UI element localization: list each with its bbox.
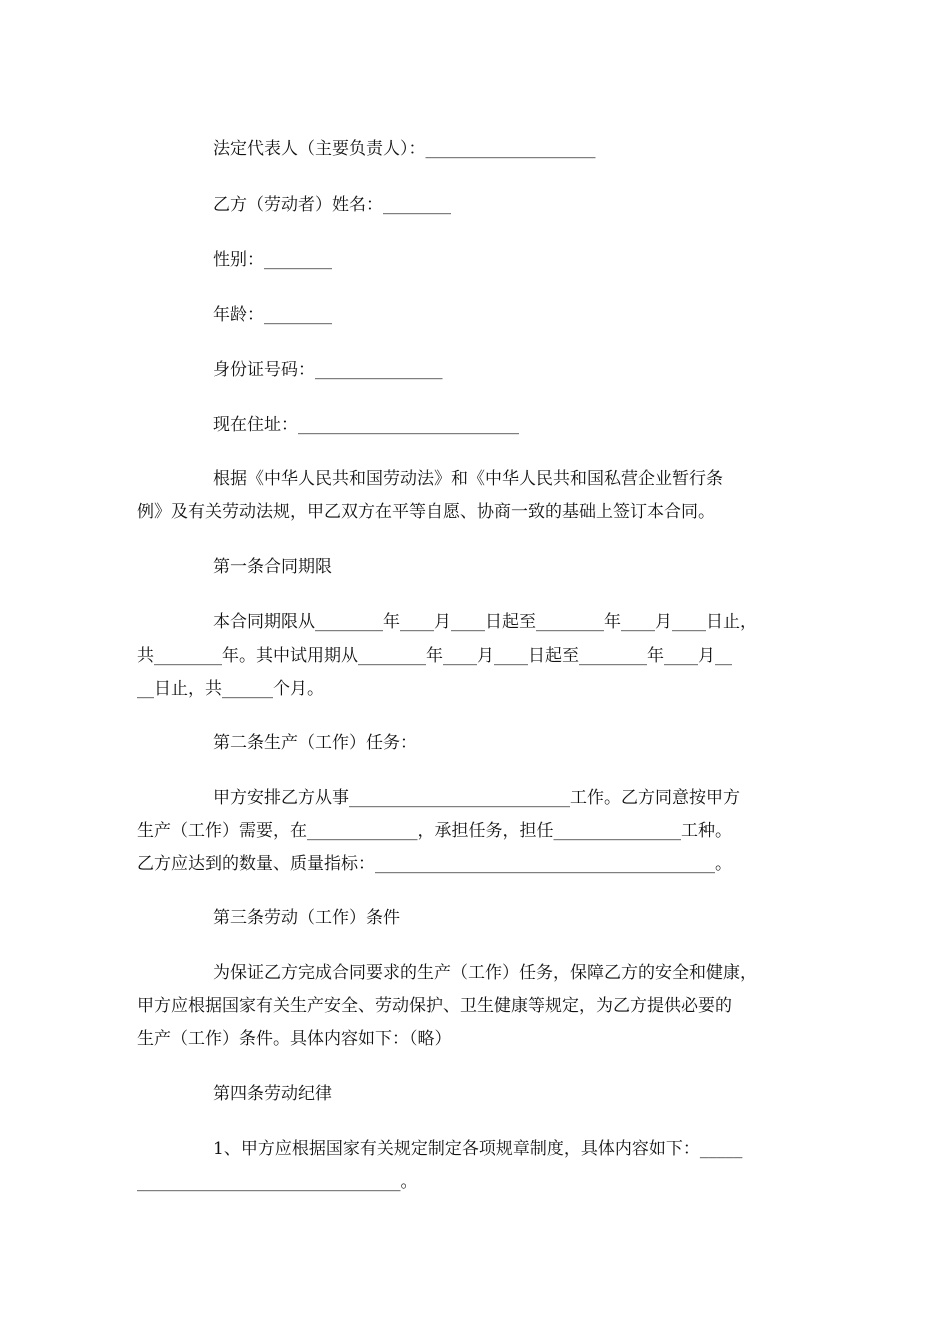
article4-item1-line-1: 1、甲方应根据国家有关规定制定各项规章制度，具体内容如下：_____: [213, 1139, 743, 1159]
article1-line-3: __日止，共______个月。: [137, 679, 324, 699]
id-number-field: 身份证号码：_______________: [213, 360, 443, 380]
preamble-line-1: 根据《中华人民共和国劳动法》和《中华人民共和国私营企业暂行条: [213, 469, 723, 489]
article1-line-1: 本合同期限从________年____月____日起至________年____月____日止，: [213, 612, 757, 632]
legal-rep-field: 法定代表人（主要负责人）：____________________: [213, 139, 596, 159]
article2-heading: 第二条生产（工作）任务：: [213, 733, 417, 753]
article1-line-2: 共________年。其中试用期从________年____月____日起至________年____月__: [137, 646, 732, 666]
article3-line-2: 甲方应根据国家有关生产安全、劳动保护、卫生健康等规定，为乙方提供必要的: [137, 996, 732, 1016]
gender-field: 性别：________: [213, 250, 332, 270]
article2-line-1: 甲方安排乙方从事__________________________工作。乙方同意按甲方: [213, 788, 740, 808]
article3-line-3: 生产（工作）条件。具体内容如下：（略）: [137, 1029, 452, 1049]
article3-line-1: 为保证乙方完成合同要求的生产（工作）任务，保障乙方的安全和健康，: [213, 963, 757, 983]
article2-line-2: 生产（工作）需要，在_____________，承担任务，担任_______________工种。: [137, 821, 732, 841]
party-b-name-field: 乙方（劳动者）姓名：________: [213, 195, 451, 215]
preamble-line-2: 例》及有关劳动法规，甲乙双方在平等自愿、协商一致的基础上签订本合同。: [137, 502, 715, 522]
article4-heading: 第四条劳动纪律: [213, 1084, 332, 1104]
age-field: 年龄：________: [213, 305, 332, 325]
address-field: 现在住址：__________________________: [213, 415, 519, 435]
article4-item1-line-2: _______________________________。: [137, 1172, 418, 1192]
article2-line-3: 乙方应达到的数量、质量指标：________________________________________。: [137, 854, 732, 874]
article3-heading: 第三条劳动（工作）条件: [213, 908, 400, 928]
article1-heading: 第一条合同期限: [213, 557, 332, 577]
